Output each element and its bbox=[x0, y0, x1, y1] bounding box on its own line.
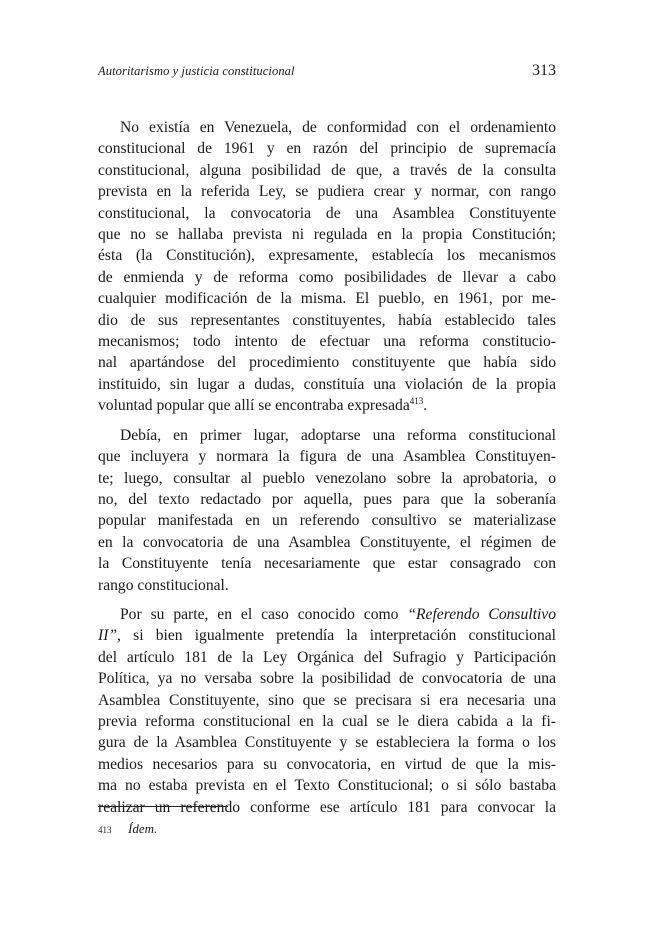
text-line: No existía en Venezuela, de conformidad con el ordenamiento bbox=[120, 119, 556, 136]
text-line: del artículo 181 de la Ley Orgánica del Sufragio y Participación bbox=[98, 648, 556, 666]
text-line: constitucional, la convocatoria de una Asamblea Constituyente bbox=[98, 204, 556, 222]
footnote-ref: 413 bbox=[409, 396, 424, 407]
text-line: la Constituyente tenía necesariamente que estar consagrado con bbox=[98, 555, 556, 573]
text-line: que no se hallaba prevista ni regulada en la propia Constitución; bbox=[98, 226, 556, 244]
text-line: Debía, en primer lugar, adoptarse una reforma constitucional bbox=[120, 426, 556, 444]
footnote-rule bbox=[98, 806, 228, 807]
paragraph-2 bbox=[98, 425, 556, 596]
text-line: gura de la Asamblea Constituyente y se estableciera la forma o los bbox=[98, 734, 556, 752]
running-head bbox=[98, 62, 556, 80]
italic-title: “Referendo Consultivo bbox=[407, 605, 557, 623]
text-line: previa reforma constitucional en la cual se le diera cabida a la fi- bbox=[98, 712, 556, 730]
running-title: Autoritarismo y justicia constitucional bbox=[98, 64, 295, 78]
paragraph-1 bbox=[98, 117, 556, 417]
text-line: nal apartándose del procedimiento constituyente que había sido bbox=[98, 354, 556, 372]
text-line: voluntad popular que allí se encontraba expresada$^{413}$. bbox=[98, 396, 428, 415]
page-number: 313 bbox=[532, 62, 556, 79]
italic-title: II”, bbox=[98, 627, 121, 645]
text-line: constitucional, alguna posibilidad de que, a través de la consulta bbox=[98, 161, 556, 179]
text-line: ma no estaba prevista en el Texto Constitucional; o si sólo bastaba bbox=[98, 777, 556, 795]
text-line: te; luego, consultar al pueblo venezolano sobre la aprobatoria, o bbox=[98, 469, 556, 487]
text-line: constitucional de 1961 y en razón del principio de supremacía bbox=[98, 140, 556, 158]
text-line: prevista en la referida Ley, se pudiera crear y normar, con rango bbox=[98, 183, 556, 201]
footnote-text: Ídem. bbox=[128, 821, 158, 836]
text-line: dio de sus representantes constituyentes, había establecido tales bbox=[98, 311, 556, 329]
text-line: medios necesarios para su convocatoria, en virtud de que la mis- bbox=[98, 755, 556, 773]
footnote bbox=[98, 821, 157, 837]
text-line: cualquier modificación de la misma. El pueblo, en 1961, por me- bbox=[98, 290, 556, 308]
paragraph-3 bbox=[98, 604, 556, 818]
text-line: en la convocatoria de una Asamblea Constituyente, el régimen de bbox=[98, 533, 556, 551]
text-line: instituido, sin lugar a dudas, constituía una violación de la propia bbox=[98, 375, 556, 393]
text-line: Por su parte, en el caso conocido como “Referendo Consultivo bbox=[120, 605, 557, 623]
text-line: II”, si bien igualmente pretendía la interpretación constitucional bbox=[98, 627, 556, 645]
text-line: Asamblea Constituyente, sino que se precisara si era necesaria una bbox=[98, 691, 556, 709]
body-text bbox=[98, 117, 556, 818]
text-line: Política, ya no versaba sobre la posibilidad de convocatoria de una bbox=[98, 670, 556, 688]
text-line: ésta (la Constitución), expresamente, establecía los mecanismos bbox=[98, 247, 556, 265]
text-line: mecanismos; todo intento de efectuar una reforma constitucio- bbox=[98, 333, 556, 351]
text-line: no, del texto redactado por aquella, pues para que la soberanía bbox=[98, 490, 556, 508]
text-line: de enmienda y de reforma como posibilidades de llevar a cabo bbox=[98, 268, 556, 286]
text-line: que incluyera y normara la figura de una Asamblea Constituyen- bbox=[98, 448, 556, 466]
text-line: popular manifestada en un referendo consultivo se materializase bbox=[98, 512, 556, 530]
text-line: rango constitucional. bbox=[98, 576, 229, 594]
text-line: realizar un referendo conforme ese artículo 181 para convocar la bbox=[98, 798, 556, 816]
footnote-number: 413 bbox=[98, 825, 112, 835]
